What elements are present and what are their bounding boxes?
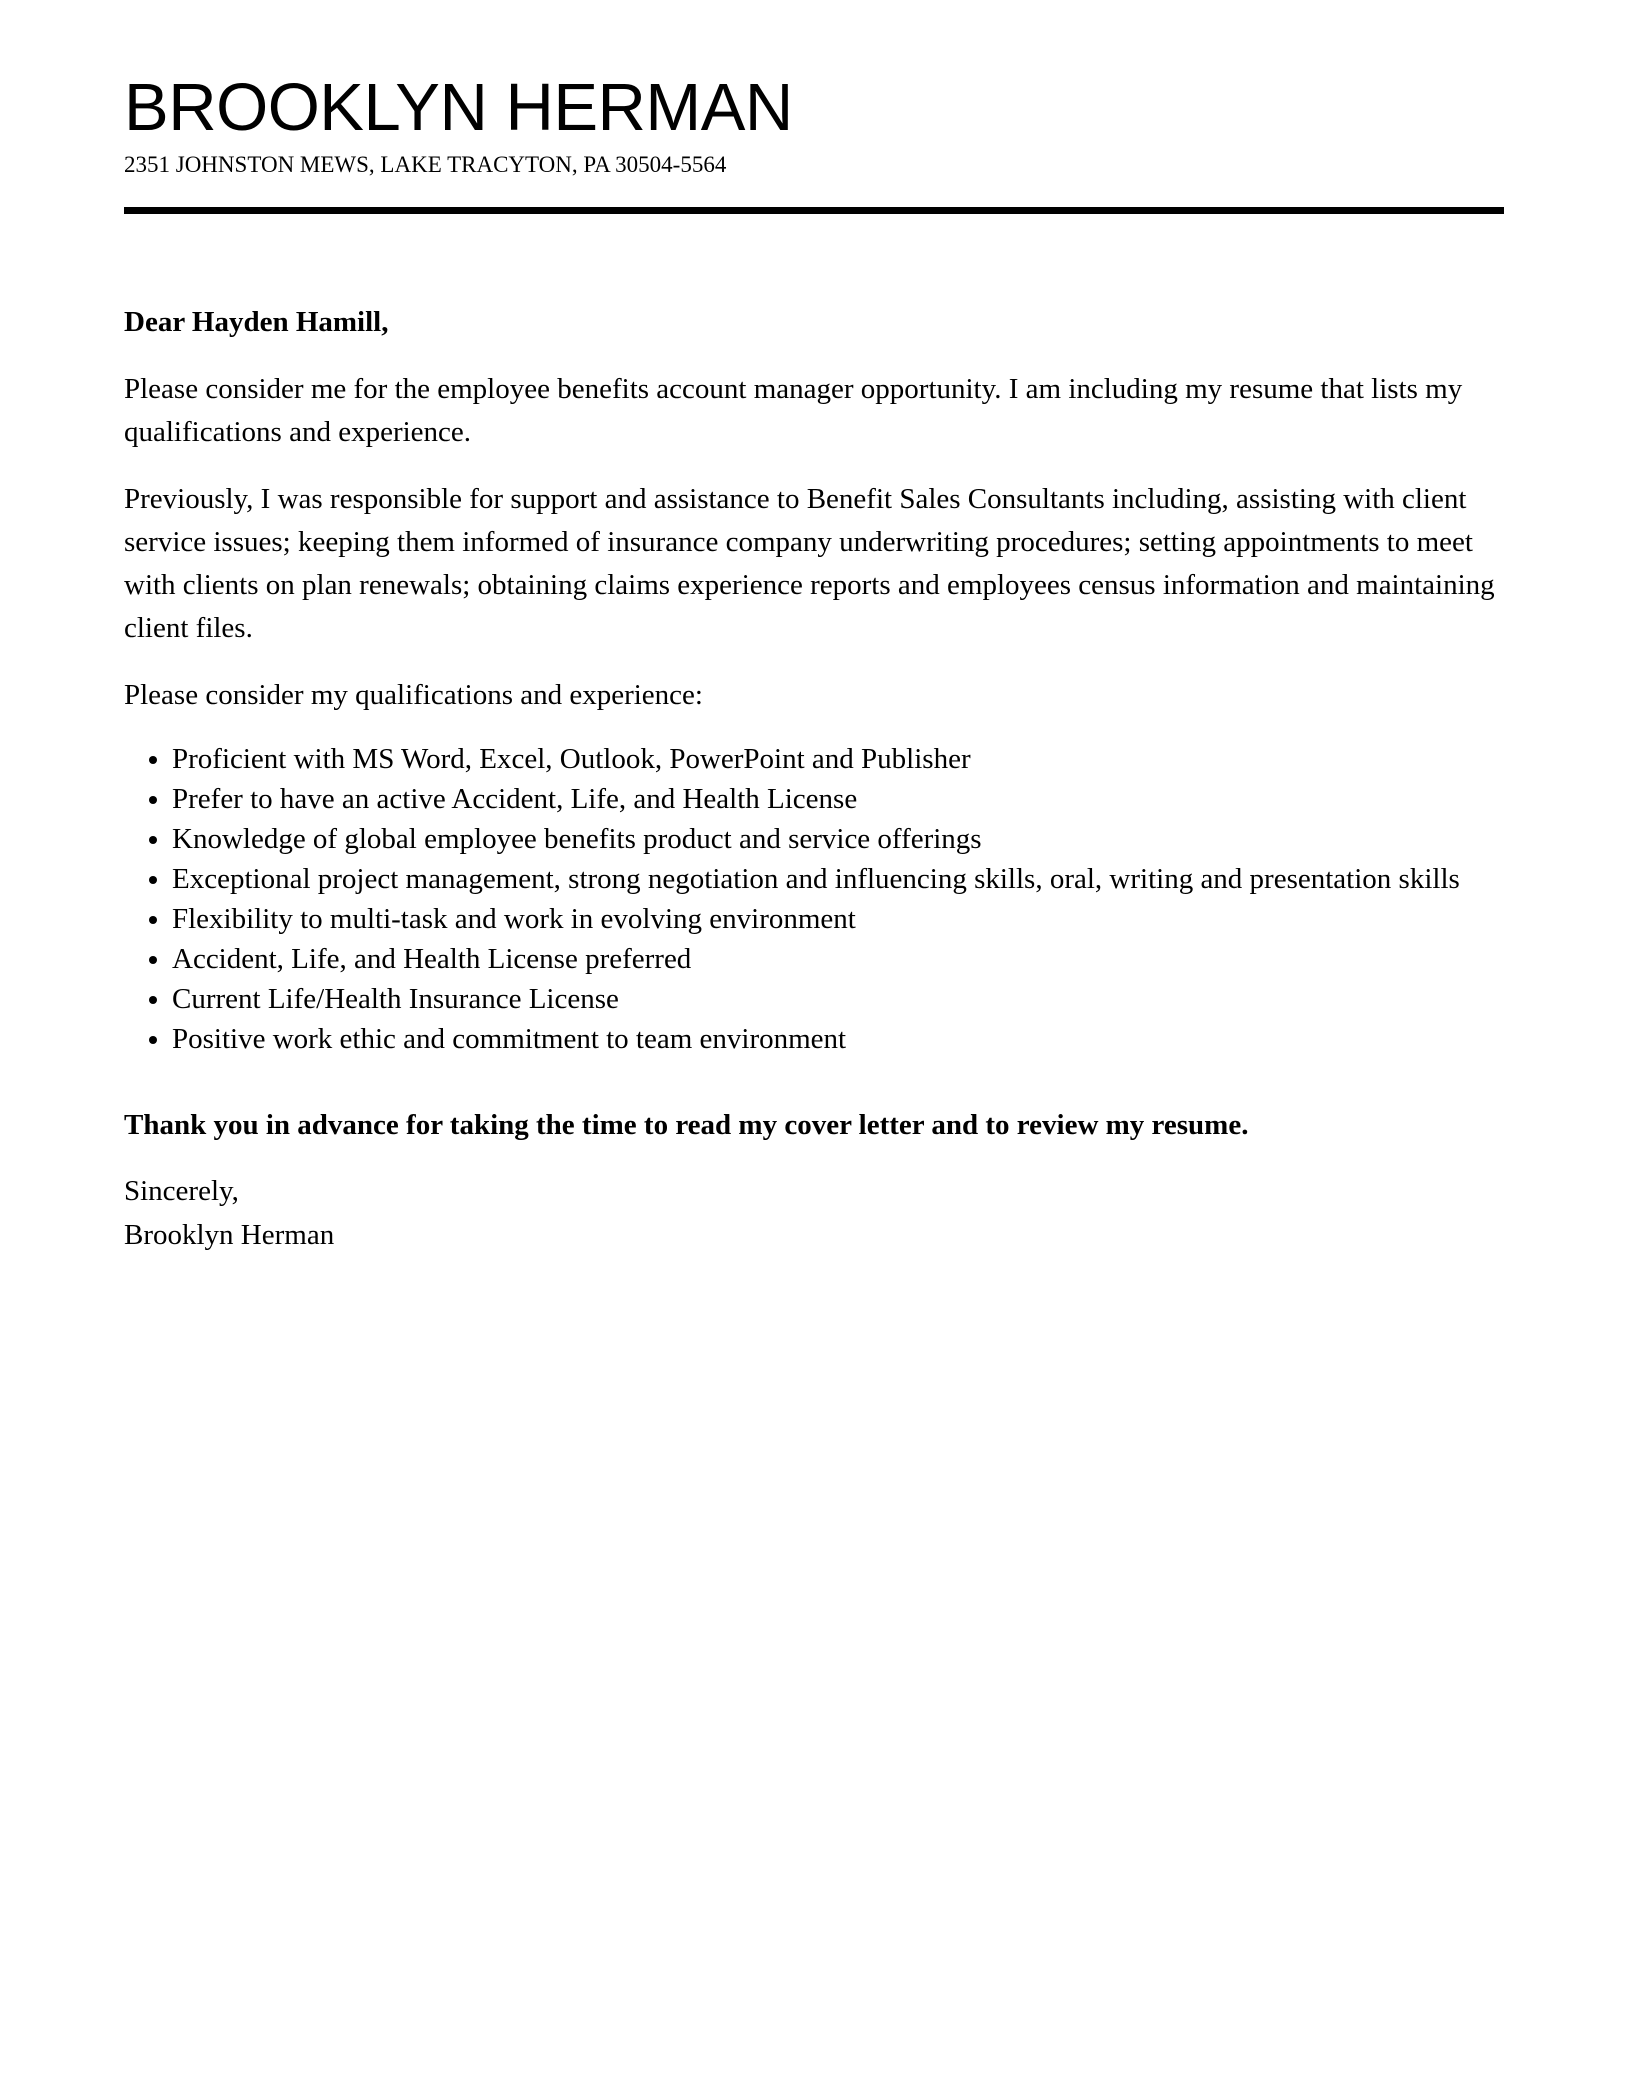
intro-paragraph: Please consider me for the employee benefits account manager opportunity. I am including my resume that lists my qualifications and experience. bbox=[124, 373, 1463, 448]
signature: Brooklyn Herman bbox=[124, 1219, 335, 1251]
list-item: • Positive work ethic and commitment to team environment bbox=[172, 1019, 1504, 1059]
applicant-name: BROOKLYN HERMAN bbox=[124, 70, 793, 145]
experience-paragraph: Previously, I was responsible for support and assistance to Benefit Sales Consultants including, assisting with client service issues; keeping them informed of insurance company underwriting procedures; setting appointments to meet with clients on plan renewals; obtaining claims experience reports and employees census information and maintaining client files. bbox=[124, 483, 1495, 644]
qualifications-intro: Please consider my qualifications and experience: bbox=[124, 679, 703, 711]
closing-statement: Thank you in advance for taking the time to read my cover letter and to review my resume. bbox=[124, 1109, 1249, 1141]
list-item: • Exceptional project management, strong negotiation and influencing skills, oral, writing and presentation skills bbox=[172, 859, 1504, 899]
list-item: • Accident, Life, and Health License preferred bbox=[172, 939, 1504, 979]
list-item: • Knowledge of global employee benefits product and service offerings bbox=[172, 819, 1504, 859]
salutation: Dear Hayden Hamill, bbox=[124, 306, 389, 338]
list-item: • Current Life/Health Insurance License bbox=[172, 979, 1504, 1019]
qualifications-list bbox=[124, 739, 1504, 1059]
applicant-address: 2351 JOHNSTON MEWS, LAKE TRACYTON, PA 30504-5564 bbox=[124, 152, 727, 177]
list-item: • Flexibility to multi-task and work in evolving environment bbox=[172, 899, 1504, 939]
signoff: Sincerely, bbox=[124, 1175, 239, 1207]
list-item: • Prefer to have an active Accident, Life, and Health License bbox=[172, 779, 1504, 819]
list-item: • Proficient with MS Word, Excel, Outlook, PowerPoint and Publisher bbox=[172, 739, 1504, 779]
header-divider bbox=[124, 207, 1504, 214]
letter-body bbox=[124, 301, 1504, 1257]
